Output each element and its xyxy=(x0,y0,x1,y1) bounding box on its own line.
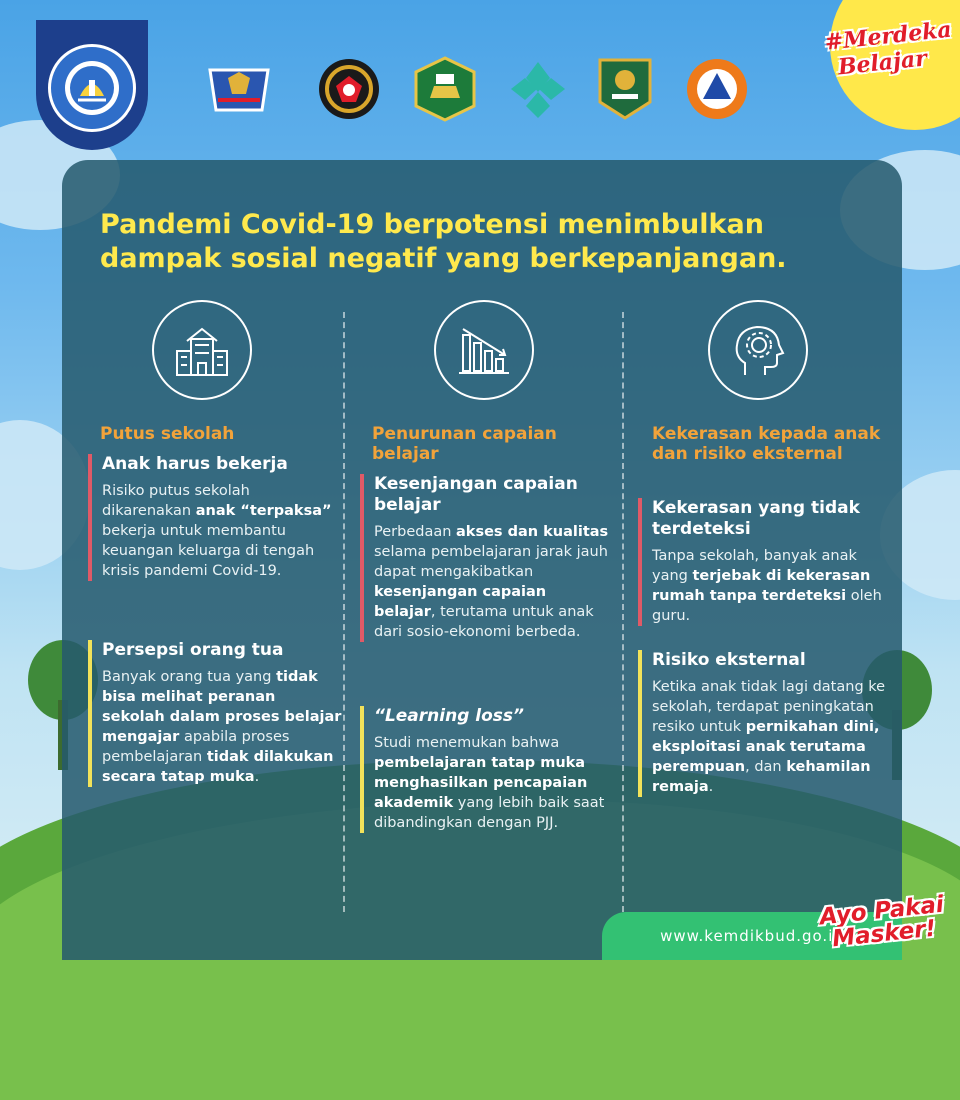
column-heading: Putus sekolah xyxy=(100,424,235,444)
bnpb-logo xyxy=(684,56,750,122)
subsection-anak-harus-bekerja xyxy=(88,454,337,581)
page-title: Pandemi Covid-19 berpotensi menimbulkan dampak sosial negatif yang berkepanjangan. xyxy=(100,209,787,274)
subsection-body: Perbedaan akses dan kualitas selama pembelajaran jarak jauh dapat mengakibatkan kesenjangan capaian belajar, terutama untuk anak dari sosio-ekonomi berbeda. xyxy=(374,524,609,640)
school-building-icon xyxy=(152,300,252,400)
subsection-persepsi-orang-tua xyxy=(88,640,342,787)
home-affairs-logo xyxy=(592,56,658,122)
health-ministry-logo xyxy=(505,56,571,122)
subsection-title: Risiko eksternal xyxy=(652,650,806,670)
subsection-kesenjangan-capaian-belajar xyxy=(360,474,612,642)
police-logo xyxy=(316,56,382,122)
subsection-body: Studi menemukan bahwa pembelajaran tatap muka menghasilkan pencapaian akademik yang lebih baik saat dibandingkan dengan PJJ. xyxy=(374,735,605,831)
subsection-title: Kesenjangan capaian belajar xyxy=(374,474,578,515)
subsection-title: Anak harus bekerja xyxy=(102,454,288,474)
subsection-body: Tanpa sekolah, banyak anak yang terjebak di kekerasan rumah tanpa terdeteksi oleh guru. xyxy=(652,548,882,624)
declining-chart-icon xyxy=(434,300,534,400)
column-heading: Kekerasan kepada anak dan risiko eksternal xyxy=(652,424,881,464)
subsection-learning-loss xyxy=(360,706,609,833)
subsection-title: Persepsi orang tua xyxy=(102,640,284,660)
subsection-body: Risiko putus sekolah dikarenakan anak “terpaksa” bekerja untuk membantu keuangan keluarga di tengah krisis pandemi Covid-19. xyxy=(102,483,332,579)
subsection-title: Kekerasan yang tidak terdeteksi xyxy=(652,498,860,539)
column-divider xyxy=(622,312,624,912)
subsection-kekerasan-tidak-terdeteksi xyxy=(638,498,890,626)
subsection-body: Banyak orang tua yang tidak bisa melihat peranan sekolah dalam proses belajar mengajar apabila proses pembelajaran tidak dilakukan secara tatap muka. xyxy=(102,669,342,785)
subsection-body: Ketika anak tidak lagi datang ke sekolah, terdapat peningkatan resiko untuk pernikahan dini, eksploitasi anak terutama perempuan, dan kehamilan remaja. xyxy=(652,679,886,795)
column-heading: Penurunan capaian belajar xyxy=(372,424,557,464)
column-divider xyxy=(343,312,345,912)
head-gear-icon xyxy=(708,300,808,400)
website-link[interactable]: www.kemdikbud.go.id xyxy=(602,912,902,960)
subsection-risiko-eksternal xyxy=(638,650,890,797)
merdeka-belajar-badge: #Merdeka Belajar xyxy=(823,16,953,81)
covid-task-force-logo xyxy=(206,56,272,122)
tut-wuri-handayani-logo xyxy=(48,44,136,132)
religious-affairs-logo xyxy=(412,56,478,122)
subsection-title: “Learning loss” xyxy=(374,706,524,726)
ayo-pakai-masker-badge: Ayo Pakai Masker! xyxy=(818,891,946,953)
